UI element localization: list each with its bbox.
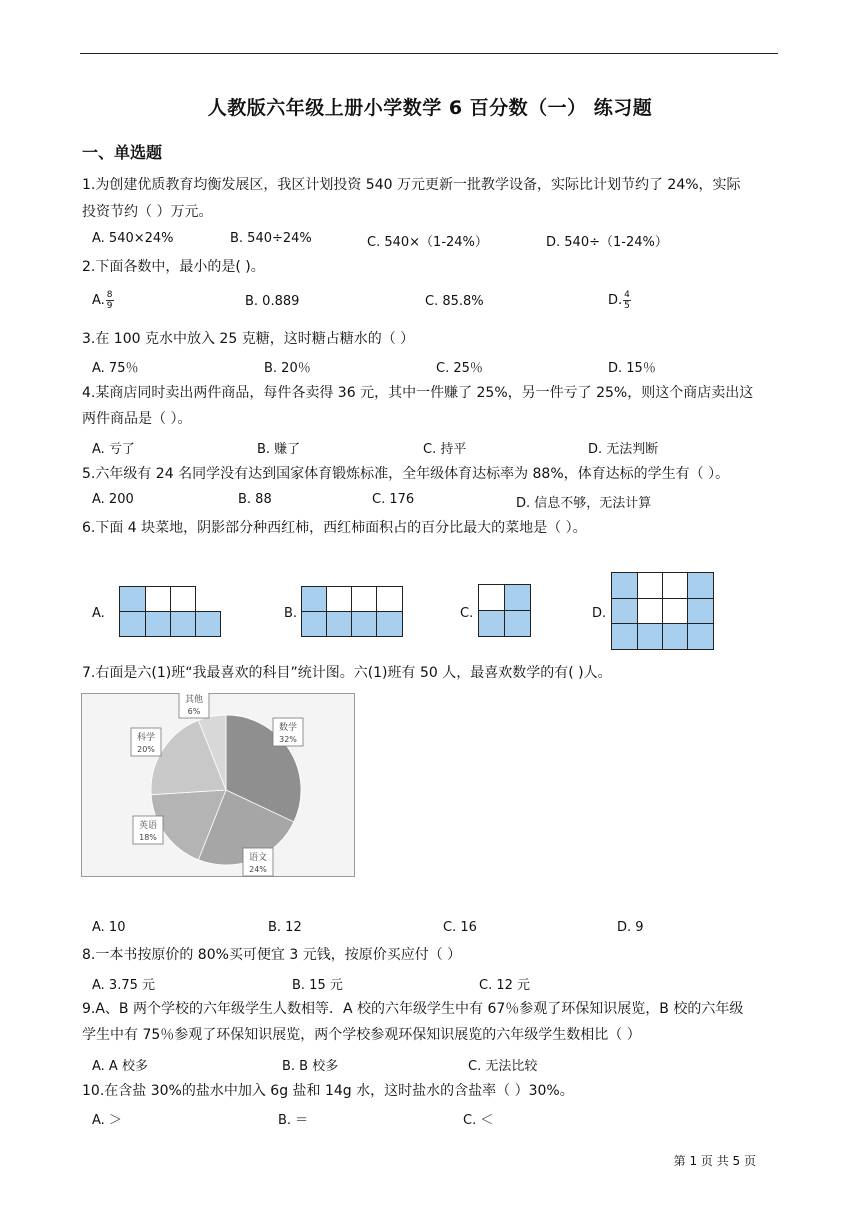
q3-option-a: A. 75％ xyxy=(92,361,139,376)
pie-label-value: 6% xyxy=(187,707,201,716)
q8-option-b: B. 15 元 xyxy=(292,978,343,993)
q2-option-d: D. $\frac{4}{5}$ xyxy=(608,290,630,311)
q4-option-d: D. 无法判断 xyxy=(588,442,659,457)
question-7: 7.右面是六(1)班“我最喜欢的科目”统计图。六(1)班有 50 人，最喜欢数学的有( )人。 xyxy=(82,665,612,681)
pie-label-category: 语文 xyxy=(248,853,268,863)
q2-option-c: C. 85.8% xyxy=(425,294,484,309)
q2-option-b: B. 0.889 xyxy=(245,294,300,309)
q8-option-a: A. 3.75 元 xyxy=(92,978,156,993)
favorite-subject-pie-chart xyxy=(81,693,355,877)
pie-label-category: 其他 xyxy=(184,695,204,705)
page-footer: 第 1 页 共 5 页 xyxy=(673,1154,756,1168)
pie-label-category: 数学 xyxy=(278,723,298,733)
question-9-line-2: 学生中有 75％参观了环保知识展览，两个学校参观环保知识展览的六年级学生数相比（ ） xyxy=(82,1027,641,1043)
pie-label-1 xyxy=(243,848,273,876)
pie-label-0 xyxy=(273,718,303,746)
q4-option-a: A. 亏了 xyxy=(92,442,135,457)
q1-option-d: D. 540÷（1-24%） xyxy=(546,235,668,250)
q10-option-b: B. ＝ xyxy=(278,1113,309,1128)
pie-label-category: 科学 xyxy=(136,733,156,743)
q6-label-a: A. xyxy=(92,606,105,621)
q10-option-c: C. ＜ xyxy=(463,1113,494,1128)
pie-label-value: 24% xyxy=(249,865,267,874)
q1-option-c: C. 540×（1-24%） xyxy=(367,235,488,250)
fraction: $\frac{4}{5}$ xyxy=(624,290,630,311)
q6-label-b: B. xyxy=(284,606,298,621)
question-10: 10.在含盐 30%的盐水中加入 6g 盐和 14g 水，这时盐水的含盐率（ ）30%。 xyxy=(82,1083,574,1099)
question-1-line-1: 1.为创建优质教育均衡发展区，我区计划投资 540 万元更新一批教学设备，实际比计划节约了 24%，实际 xyxy=(82,177,741,193)
question-4-line-1: 4.某商店同时卖出两件商品，每件各卖得 36 元，其中一件赚了 25%，另一件亏了 25%，则这个商店卖出这 xyxy=(82,385,754,401)
section-heading: 一、单选题 xyxy=(82,143,163,162)
q4-option-c: C. 持平 xyxy=(423,442,467,457)
question-5: 5.六年级有 24 名同学没有达到国家体育锻炼标准，全年级体育达标率为 88%，体育达标的学生有（ ）。 xyxy=(82,466,730,482)
pie-label-2 xyxy=(133,816,163,844)
q3-option-b: B. 20％ xyxy=(264,361,311,376)
q3-option-d: D. 15％ xyxy=(608,361,656,376)
question-1-line-2: 投资节约（ ）万元。 xyxy=(82,204,213,220)
pie-label-value: 32% xyxy=(279,735,297,744)
pie-label-value: 20% xyxy=(137,745,155,754)
pie-label-category: 英语 xyxy=(138,821,158,831)
question-9-line-1: 9.A、B 两个学校的六年级学生人数相等．A 校的六年级学生中有 67％参观了环保知识展览，B 校的六年级 xyxy=(82,1001,744,1017)
q7-option-a: A. 10 xyxy=(92,920,126,935)
q6-label-d: D. xyxy=(592,606,607,621)
q7-option-c: C. 16 xyxy=(443,920,477,935)
header-rule xyxy=(80,53,778,54)
pie-label-value: 18% xyxy=(139,833,157,842)
q9-option-c: C. 无法比较 xyxy=(468,1059,538,1074)
question-2: 2.下面各数中，最小的是( )。 xyxy=(82,259,265,275)
q8-option-c: C. 12 元 xyxy=(479,978,531,993)
q5-option-d: D. 信息不够，无法计算 xyxy=(516,496,652,511)
pie-label-4 xyxy=(179,693,209,718)
q1-option-a: A. 540×24% xyxy=(92,231,174,246)
question-4-line-2: 两件商品是（ ）。 xyxy=(82,411,192,427)
q4-option-b: B. 赚了 xyxy=(257,442,301,457)
q5-option-a: A. 200 xyxy=(92,492,134,507)
q7-option-b: B. 12 xyxy=(268,920,302,935)
q9-option-a: A. A 校多 xyxy=(92,1059,148,1074)
pie-label-3 xyxy=(131,728,161,756)
q1-option-b: B. 540÷24% xyxy=(230,231,312,246)
q2-option-a: A. $\frac{8}{9}$ xyxy=(92,290,113,311)
question-6: 6.下面 4 块菜地，阴影部分种西红柿，西红柿面积占的百分比最大的菜地是（ ）。 xyxy=(82,520,587,536)
fraction: $\frac{8}{9}$ xyxy=(106,290,113,311)
page-title: 人教版六年级上册小学数学 6 百分数（一） 练习题 xyxy=(207,97,653,119)
q5-option-c: C. 176 xyxy=(372,492,415,507)
q10-option-a: A. ＞ xyxy=(92,1113,122,1128)
q7-option-d: D. 9 xyxy=(617,920,644,935)
q6-label-c: C. xyxy=(460,606,474,621)
q3-option-c: C. 25％ xyxy=(436,361,483,376)
question-8: 8.一本书按原价的 80%买可便宜 3 元钱，按原价买应付（ ） xyxy=(82,947,462,963)
q9-option-b: B. B 校多 xyxy=(282,1059,339,1074)
q5-option-b: B. 88 xyxy=(238,492,272,507)
question-3: 3.在 100 克水中放入 25 克糖，这时糖占糖水的（ ） xyxy=(82,331,415,347)
